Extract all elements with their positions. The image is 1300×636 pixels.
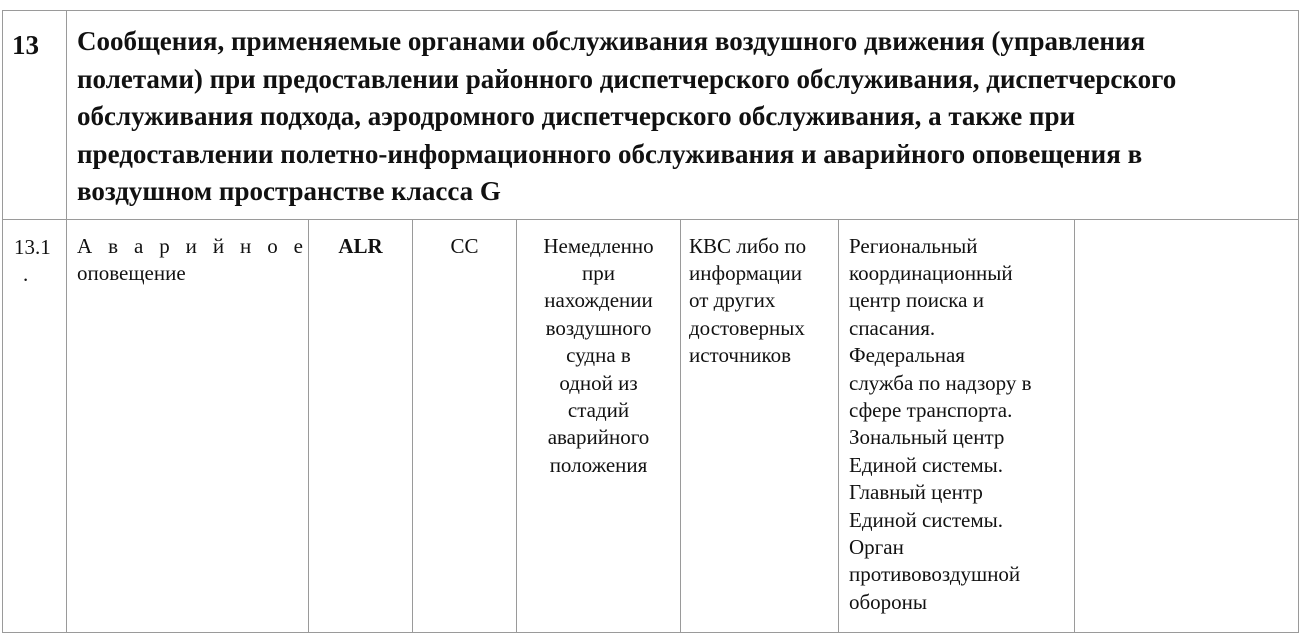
message-name-line: А в а р и й н о е [77, 233, 303, 258]
section-title-line: воздушном пространстве класса G [77, 176, 501, 206]
table-row [3, 219, 1299, 632]
originator-line: информации [689, 260, 802, 285]
addressee-line: центр поиска и [849, 288, 984, 313]
timing-line: нахождении [544, 288, 653, 313]
timing-line: при [582, 260, 615, 285]
section-title-line: Сообщения, применяемые органами обслуживания воздушного движения (управления [77, 26, 1146, 56]
message-name-line: оповещение [77, 260, 186, 285]
section-title-line: полетами) при предоставлении районного диспетчерского обслуживания, диспетчерского [77, 63, 1177, 94]
addressees [839, 219, 1075, 632]
timing-line: воздушного [545, 315, 652, 340]
priority-indicator: СС [413, 219, 517, 632]
addressee-line: координационный [849, 260, 1013, 285]
row-number [3, 219, 67, 632]
section-title-line: обслуживания подхода, аэродромного диспетчерского обслуживания, а также при [77, 101, 1076, 131]
addressee-line: служба по надзору в [849, 370, 1032, 395]
message-name [67, 219, 309, 632]
timing-line: аварийного [547, 425, 650, 450]
originator-line: источников [689, 343, 792, 368]
addressee-line: Орган [849, 534, 904, 559]
timing-line: стадий [567, 397, 630, 422]
timing-line: одной из [559, 370, 638, 395]
originator-line: от других [689, 288, 776, 313]
section-number: 13 [3, 11, 67, 220]
timing-line: положения [549, 452, 648, 477]
originator-line: КВС либо по [689, 233, 807, 258]
row-number-line: 13.1 [14, 234, 51, 259]
notes-cell [1075, 219, 1299, 632]
timing-line: судна в [566, 343, 631, 368]
section-title [67, 11, 1299, 220]
message-code: ALR [309, 219, 413, 632]
addressee-line: Федеральная [849, 343, 965, 368]
addressee-line: противовоздушной [849, 562, 1021, 587]
message-table [2, 10, 1299, 633]
addressee-line: Главный центр [849, 480, 983, 505]
addressee-line: Региональный [849, 233, 978, 258]
transmission-timing [517, 219, 681, 632]
section-header-row [3, 11, 1299, 220]
addressee-line: Единой системы. [849, 507, 1004, 532]
timing-line: Немедленно [543, 233, 654, 258]
row-number-line: . [23, 261, 29, 286]
originator [681, 219, 839, 632]
addressee-line: сфере транспорта. [849, 397, 1013, 422]
section-title-line: предоставлении полетно-информационного обслуживания и аварийного оповещения в [77, 138, 1143, 169]
addressee-line: Единой системы. [849, 452, 1004, 477]
addressee-line: спасания. [849, 315, 936, 340]
addressee-line: обороны [849, 589, 928, 614]
addressee-line: Зональный центр [849, 425, 1005, 450]
originator-line: достоверных [689, 315, 805, 340]
